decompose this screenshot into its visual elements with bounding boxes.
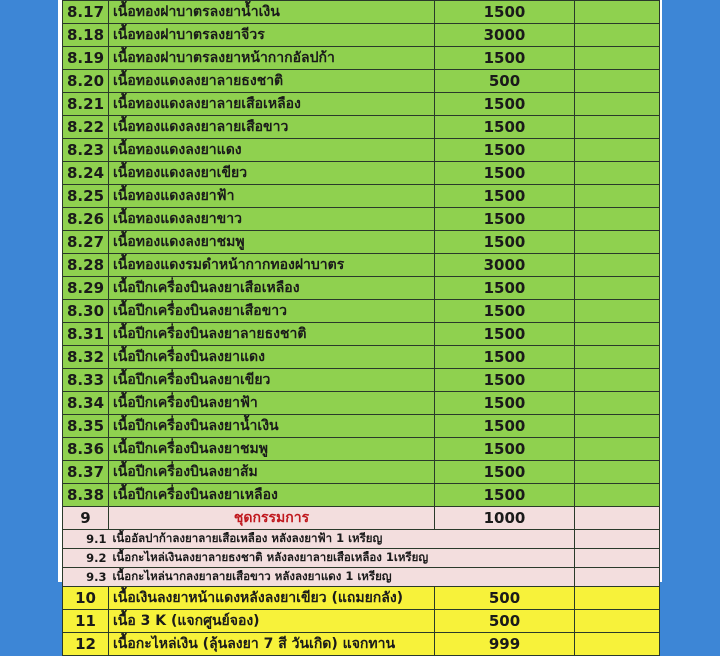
special-row (63, 610, 660, 633)
item-price: 1500 (435, 93, 575, 116)
set-detail-text: เนื้ออัลปาก้าลงยาลายเสือเหลือง หลังลงยาฟ้า 1 เหรียญ (109, 530, 575, 549)
item-note (575, 461, 660, 484)
item-note (575, 323, 660, 346)
item-name: เนื้อทองแดงลงยาแดง (109, 139, 435, 162)
item-number: 8.35 (63, 415, 109, 438)
item-price: 1500 (435, 415, 575, 438)
item-row (63, 323, 660, 346)
item-note (575, 438, 660, 461)
special-price: 999 (435, 633, 575, 656)
item-row (63, 369, 660, 392)
item-price: 1500 (435, 185, 575, 208)
item-name: เนื้อทองแดงลงยาลายเสือขาว (109, 116, 435, 139)
set-number: 9 (63, 507, 109, 530)
set-detail-note (575, 568, 660, 587)
item-name: เนื้อทองแดงลงยาลายธงชาติ (109, 70, 435, 93)
item-name: เนื้อทองฝาบาตรลงยาจีวร (109, 24, 435, 47)
item-note (575, 162, 660, 185)
item-row (63, 139, 660, 162)
item-row (63, 208, 660, 231)
set-name: ชุดกรรมการ (109, 507, 435, 530)
item-price: 1500 (435, 208, 575, 231)
item-price: 1500 (435, 116, 575, 139)
item-note (575, 346, 660, 369)
item-price: 1500 (435, 1, 575, 24)
set-note (575, 507, 660, 530)
set-price: 1000 (435, 507, 575, 530)
item-name: เนื้อปีกเครื่องบินลงยาเขียว (109, 369, 435, 392)
item-name: เนื้อปีกเครื่องบินลงยาเสือขาว (109, 300, 435, 323)
item-note (575, 93, 660, 116)
set-detail-row (63, 568, 660, 587)
item-note (575, 415, 660, 438)
item-number: 8.20 (63, 70, 109, 93)
item-number: 8.29 (63, 277, 109, 300)
special-number: 11 (63, 610, 109, 633)
item-row (63, 231, 660, 254)
item-note (575, 392, 660, 415)
set-row (63, 507, 660, 530)
item-note (575, 1, 660, 24)
item-name: เนื้อปีกเครื่องบินลงยาแดง (109, 346, 435, 369)
item-row (63, 1, 660, 24)
special-note (575, 610, 660, 633)
item-number: 8.26 (63, 208, 109, 231)
special-name: เนื้อกะไหล่เงิน (ลุ้นลงยา 7 สี วันเกิด) แจกทาน (109, 633, 435, 656)
item-price: 1500 (435, 484, 575, 507)
item-note (575, 185, 660, 208)
item-number: 8.23 (63, 139, 109, 162)
item-number: 8.22 (63, 116, 109, 139)
item-name: เนื้อปีกเครื่องบินลงยาชมพู (109, 438, 435, 461)
item-row (63, 277, 660, 300)
item-price: 1500 (435, 300, 575, 323)
item-note (575, 47, 660, 70)
item-name: เนื้อทองแดงลงยาขาว (109, 208, 435, 231)
special-price: 500 (435, 587, 575, 610)
item-row (63, 484, 660, 507)
item-price: 1500 (435, 346, 575, 369)
item-price: 1500 (435, 162, 575, 185)
item-row (63, 185, 660, 208)
item-row (63, 461, 660, 484)
item-number: 8.18 (63, 24, 109, 47)
item-number: 8.17 (63, 1, 109, 24)
item-number: 8.37 (63, 461, 109, 484)
item-note (575, 277, 660, 300)
item-price: 500 (435, 70, 575, 93)
item-note (575, 231, 660, 254)
item-row (63, 47, 660, 70)
item-name: เนื้อทองแดงลงยาชมพู (109, 231, 435, 254)
item-row (63, 300, 660, 323)
item-row (63, 392, 660, 415)
item-row (63, 116, 660, 139)
item-note (575, 139, 660, 162)
item-price: 1500 (435, 277, 575, 300)
special-price: 500 (435, 610, 575, 633)
item-row (63, 254, 660, 277)
set-detail-number: 9.3 (63, 568, 109, 587)
set-detail-text: เนื้อกะไหล่นากลงยาลายเสือขาว หลังลงยาแดง 1 เหรียญ (109, 568, 575, 587)
item-number: 8.21 (63, 93, 109, 116)
item-row (63, 162, 660, 185)
item-note (575, 24, 660, 47)
item-row (63, 70, 660, 93)
item-name: เนื้อปีกเครื่องบินลงยาเสือเหลือง (109, 277, 435, 300)
item-number: 8.25 (63, 185, 109, 208)
item-row (63, 24, 660, 47)
item-price: 1500 (435, 139, 575, 162)
special-number: 10 (63, 587, 109, 610)
item-number: 8.38 (63, 484, 109, 507)
item-price: 3000 (435, 24, 575, 47)
item-name: เนื้อทองแดงลงยาลายเสือเหลือง (109, 93, 435, 116)
item-price: 1500 (435, 47, 575, 70)
item-row (63, 346, 660, 369)
item-name: เนื้อปีกเครื่องบินลงยาลายธงชาติ (109, 323, 435, 346)
item-name: เนื้อทองฝาบาตรลงยาหน้ากากอัลปก้า (109, 47, 435, 70)
item-name: เนื้อทองฝาบาตรลงยาน้ำเงิน (109, 1, 435, 24)
item-price: 1500 (435, 369, 575, 392)
item-price: 3000 (435, 254, 575, 277)
item-price: 1500 (435, 392, 575, 415)
item-name: เนื้อทองแดงรมดำหน้ากากทองฝาบาตร (109, 254, 435, 277)
special-number: 12 (63, 633, 109, 656)
item-number: 8.24 (63, 162, 109, 185)
special-note (575, 633, 660, 656)
set-detail-note (575, 530, 660, 549)
item-note (575, 116, 660, 139)
item-number: 8.32 (63, 346, 109, 369)
item-name: เนื้อปีกเครื่องบินลงยาน้ำเงิน (109, 415, 435, 438)
item-name: เนื้อปีกเครื่องบินลงยาเหลือง (109, 484, 435, 507)
special-row (63, 633, 660, 656)
item-price: 1500 (435, 323, 575, 346)
item-note (575, 300, 660, 323)
set-detail-number: 9.1 (63, 530, 109, 549)
item-price: 1500 (435, 438, 575, 461)
item-number: 8.28 (63, 254, 109, 277)
item-number: 8.30 (63, 300, 109, 323)
set-detail-number: 9.2 (63, 549, 109, 568)
item-name: เนื้อทองแดงลงยาฟ้า (109, 185, 435, 208)
set-detail-row (63, 530, 660, 549)
set-detail-text: เนื้อกะไหล่เงินลงยาลายธงชาติ หลังลงยาลายเสือเหลือง 1เหรียญ (109, 549, 575, 568)
item-number: 8.33 (63, 369, 109, 392)
item-number: 8.34 (63, 392, 109, 415)
amulet-price-table (62, 0, 660, 656)
item-row (63, 93, 660, 116)
item-number: 8.31 (63, 323, 109, 346)
item-number: 8.27 (63, 231, 109, 254)
special-name: เนื้อ 3 K (แจกศูนย์จอง) (109, 610, 435, 633)
item-note (575, 70, 660, 93)
item-row (63, 438, 660, 461)
item-number: 8.19 (63, 47, 109, 70)
item-row (63, 415, 660, 438)
special-name: เนื้อเงินลงยาหน้าแดงหลังลงยาเขียว (แถมยกลัง) (109, 587, 435, 610)
item-name: เนื้อทองแดงลงยาเขียว (109, 162, 435, 185)
item-number: 8.36 (63, 438, 109, 461)
item-name: เนื้อปีกเครื่องบินลงยาฟ้า (109, 392, 435, 415)
set-detail-note (575, 549, 660, 568)
item-name: เนื้อปีกเครื่องบินลงยาส้ม (109, 461, 435, 484)
item-note (575, 484, 660, 507)
item-price: 1500 (435, 461, 575, 484)
item-note (575, 208, 660, 231)
item-price: 1500 (435, 231, 575, 254)
special-row (63, 587, 660, 610)
item-note (575, 369, 660, 392)
set-detail-row (63, 549, 660, 568)
special-note (575, 587, 660, 610)
item-note (575, 254, 660, 277)
